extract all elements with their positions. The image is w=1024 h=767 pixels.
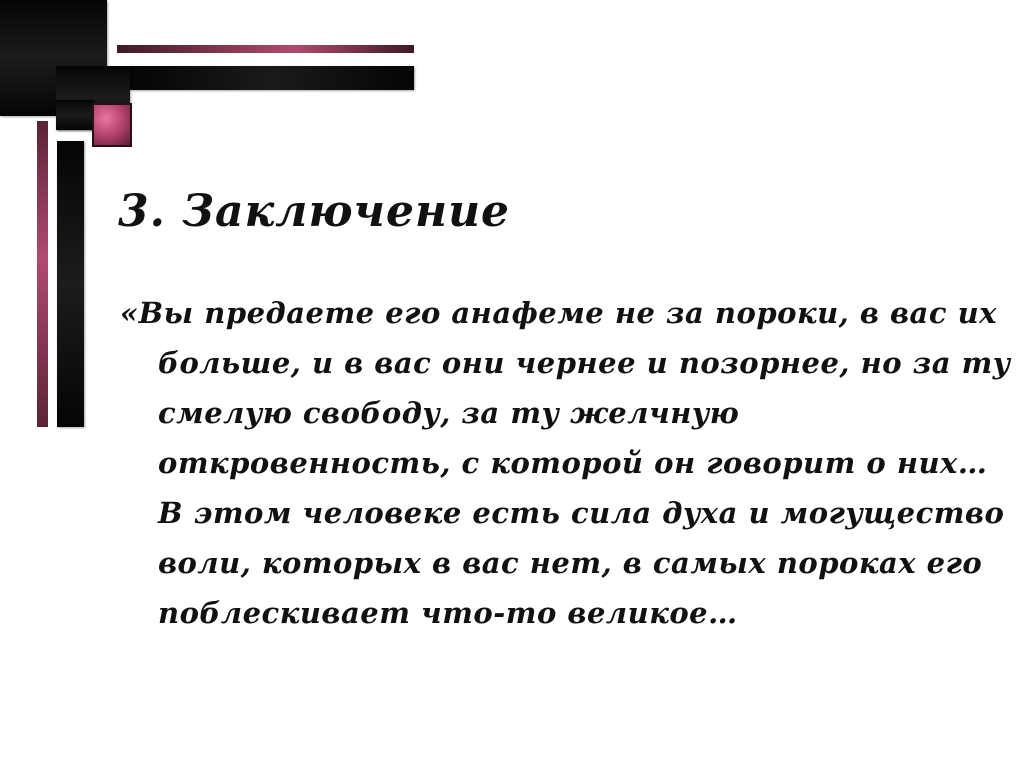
corner-bar-pink-horizontal xyxy=(117,45,414,53)
corner-pink-square xyxy=(92,103,132,147)
corner-bar-pink-vertical xyxy=(37,121,48,427)
slide-quote: «Вы предаете его анафеме не за пороки, в вас их больше, и в вас они чернее и позорнее, но за ту смелую свободу, за ту желчную откровенность, с которой он говорит о них… В этом человеке есть сила духа и могущество воли, которых в вас нет, в самых пороках его поблескивает что-то великое… xyxy=(120,296,1011,630)
corner-bar-black-horizontal xyxy=(130,66,414,90)
corner-block-black-small xyxy=(56,100,94,130)
slide-title: 3. Заключение xyxy=(118,186,511,237)
corner-bar-black-vertical xyxy=(57,141,84,427)
